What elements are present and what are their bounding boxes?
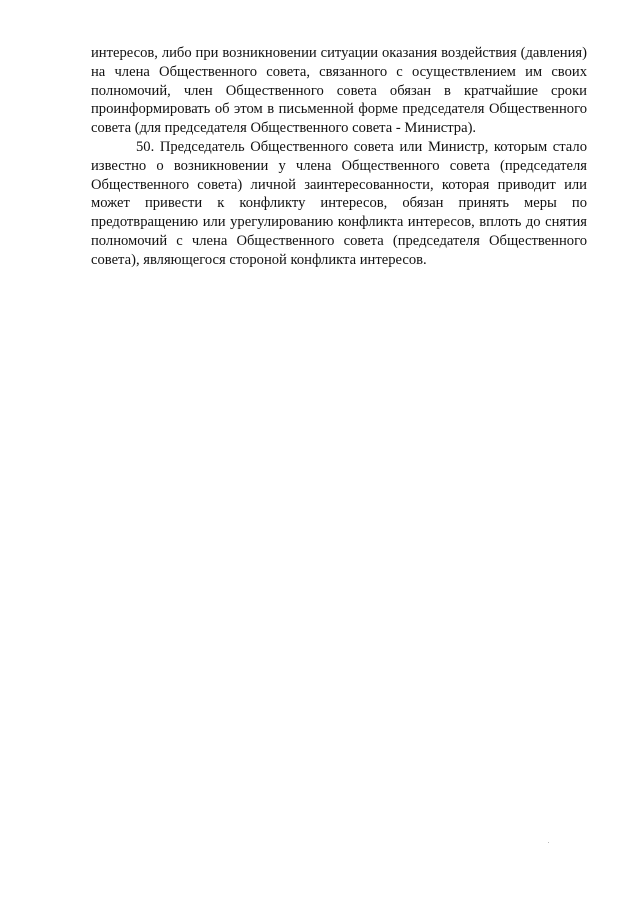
document-body [91,44,587,270]
paragraph-50: 50. Председатель Общественного совета или Министр, которым стало известно о возникновении у члена Общественного совета (председателя Общественного совета) личной заинтересованности, которая приводит или может привести к конфликту интересов, обязан принять меры по предотвращению или урегулированию конфликта интересов, вплоть до снятия полномочий с члена Общественного совета (председателя Общественного совета), являющегося стороной конфликта интересов. [91,138,587,268]
paragraph-continuation: интересов, либо при возникновении ситуации оказания воздействия (давления) на члена Общественного совета, связанного с осуществлением им своих полномочий, член Общественного совета обязан в кратчайшие сроки проинформировать об этом в письменной форме председателя Общественного совета (для председателя Общественного совета - Министра). [91,45,587,137]
scan-speck [548,842,549,843]
